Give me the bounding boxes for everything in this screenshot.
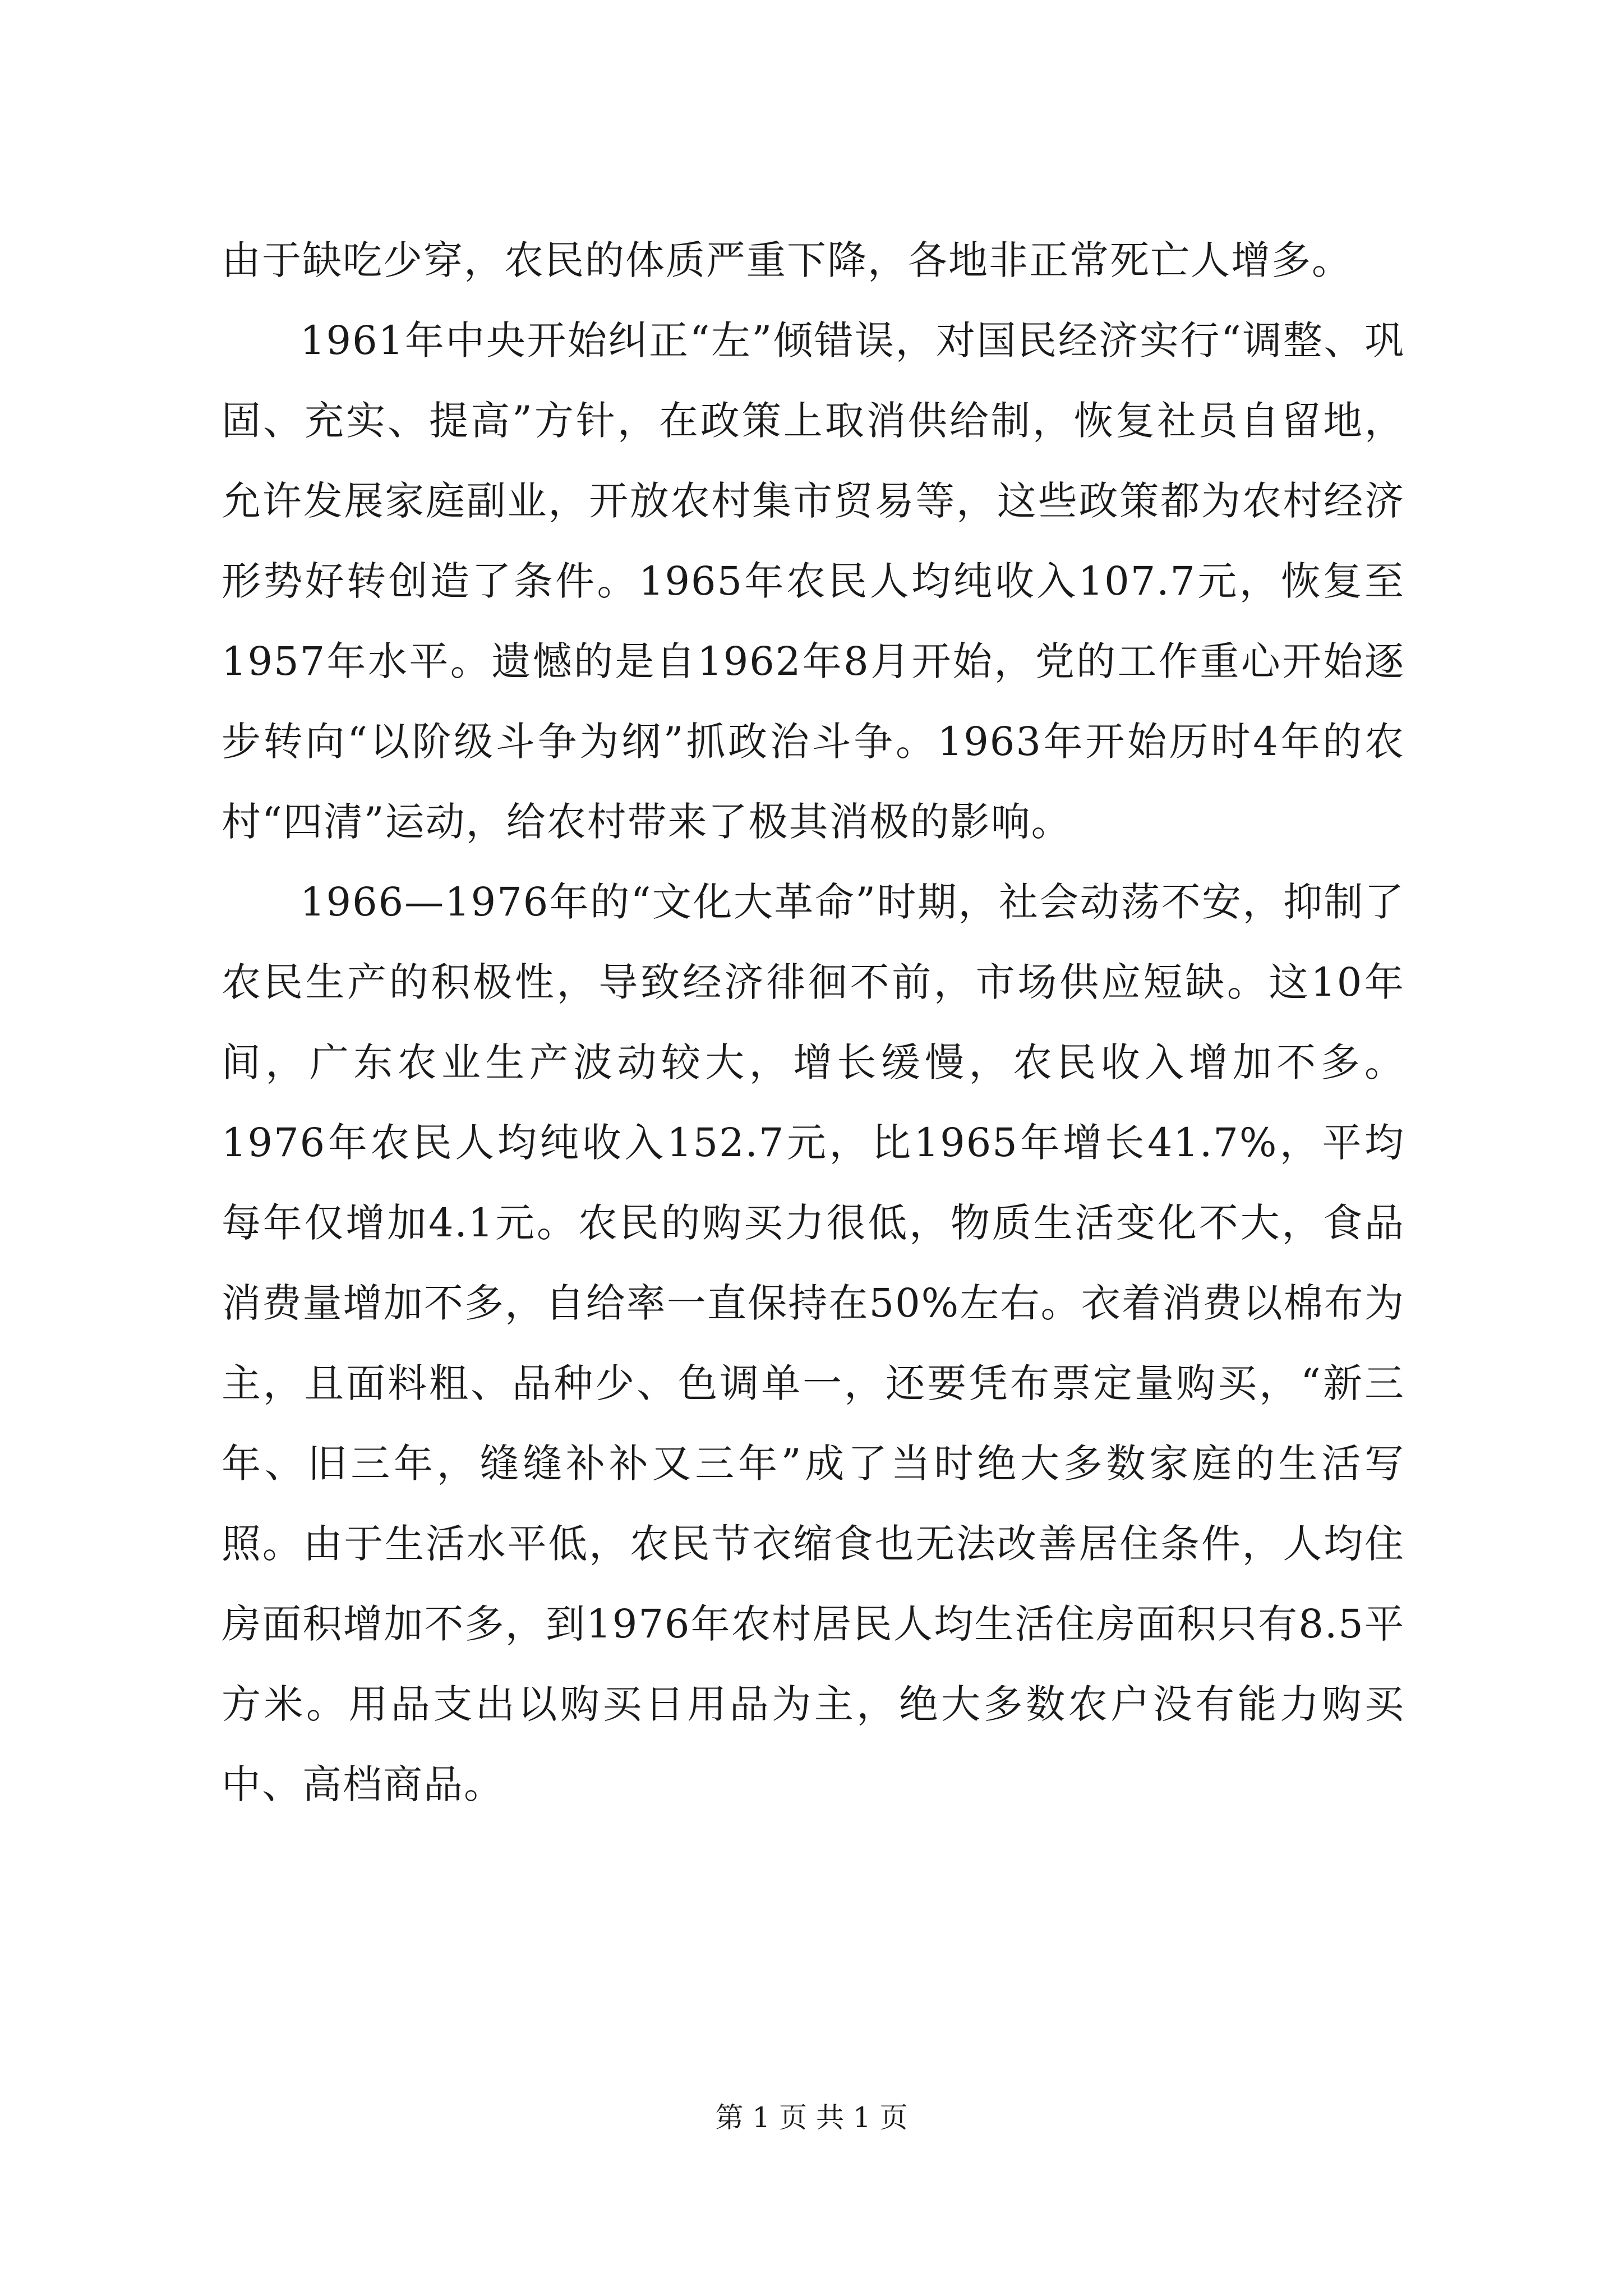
paragraph-2: 1961年中央开始纠正“左”倾错误，对国民经济实行“调整、巩固、充实、提高”方针，在政策上取消供给制，恢复社员自留地，允许发展家庭副业，开放农村集市贸易等，这些政策都为农村经济形势好转创造了条件。1965年农民人均纯收入107.7元，恢复至1957年水平。遗憾的是自1962年8月开始，党的工作重心开始逐步转向“以阶级斗争为纲”抓政治斗争。1963年开始历时4年的农村“四清”运动，给农村带来了极其消极的影响。 [222, 318, 1405, 845]
paragraph-1: 由于缺吃少穿，农民的体质严重下降，各地非正常死亡人增多。 [222, 237, 1352, 283]
paragraph-3: 1966—1976年的“文化大革命”时期，社会动荡不安，抑制了农民生产的积极性，导致经济徘徊不前，市场供应短缺。这10年间，广东农业生产波动较大，增长缓慢，农民收入增加不多。1976年农民人均纯收入152.7元，比1965年增长41.7%，平均每年仅增加4.1元。农民的购买力很低，物质生活变化不大，食品消费量增加不多，自给率一直保持在50%左右。衣着消费以棉布为主，且面料粗、品种少、色调单一，还要凭布票定量购买，“新三年、旧三年，缝缝补补又三年”成了当时绝大多数家庭的生活写照。由于生活水平低，农民节衣缩食也无法改善居住条件，人均住房面积增加不多，到1976年农村居民人均生活住房面积只有8.5平方米。用品支出以购买日用品为主，绝大多数农户没有能力购买中、高档商品。 [222, 879, 1405, 1807]
page-footer: 第 1 页 共 1 页 [715, 2101, 908, 2134]
document-body [222, 220, 1405, 1825]
